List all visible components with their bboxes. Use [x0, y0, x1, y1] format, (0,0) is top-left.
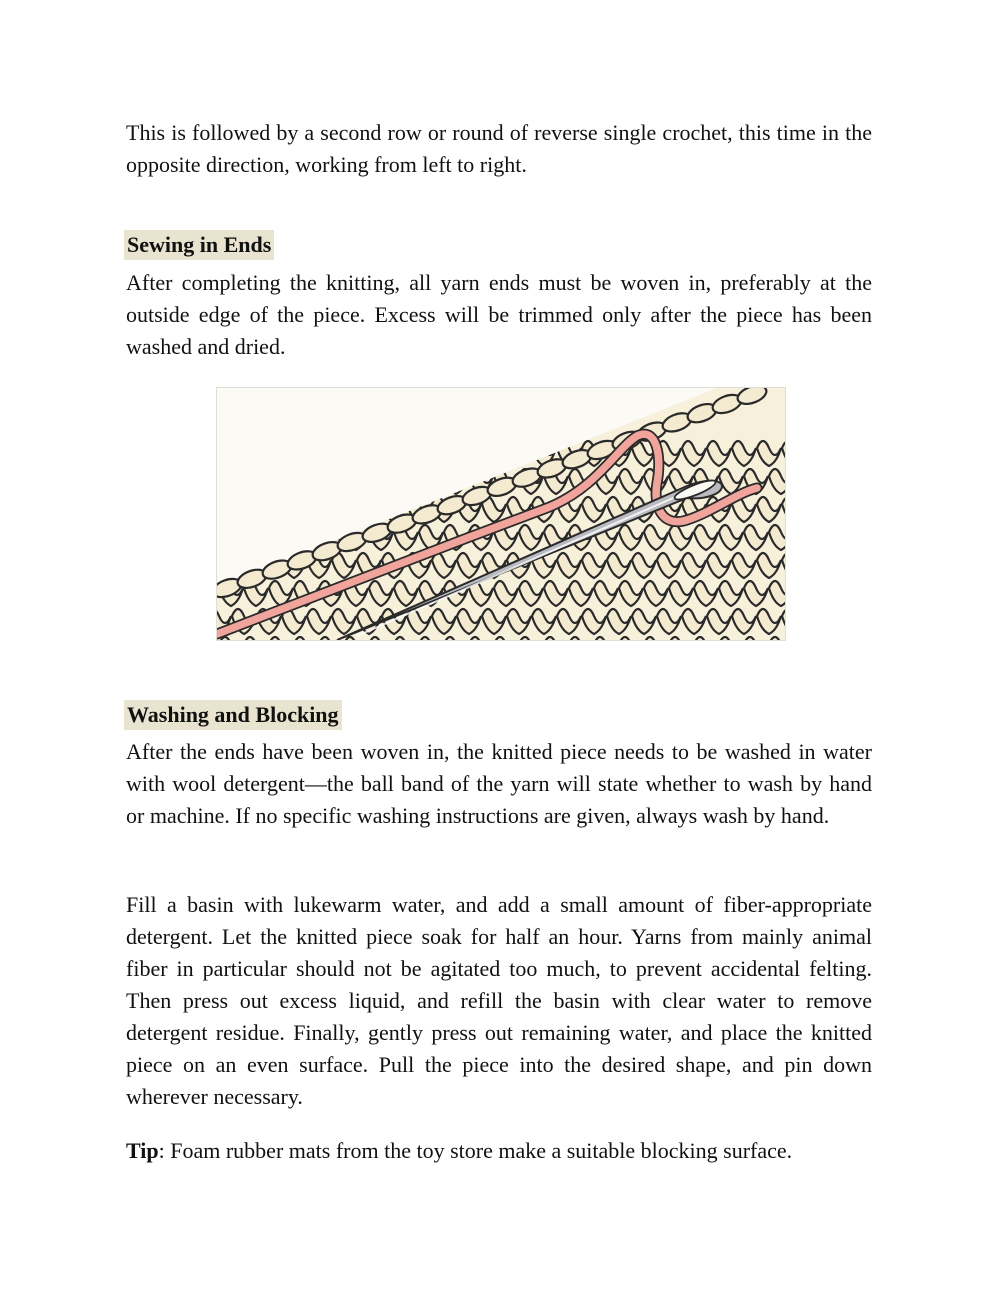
washing-paragraph-1: After the ends have been woven in, the knitted piece needs to be washed in water with wool detergent—the ball band of the yarn will state whether to wash by hand or machine. If no specific washing instructions are given, always wash by hand.	[126, 739, 872, 828]
sewing-heading: Sewing in Ends	[124, 230, 274, 260]
tip-paragraph	[126, 1135, 872, 1167]
intro-paragraph: This is followed by a second row or round of reverse single crochet, this time in the opposite direction, working from left to right.	[126, 120, 872, 177]
tip-text: : Foam rubber mats from the toy store make a suitable blocking surface.	[158, 1138, 793, 1163]
sewing-paragraph: After completing the knitting, all yarn ends must be woven in, preferably at the outside edge of the piece. Excess will be trimmed only after the piece has been washed and dried.	[126, 270, 872, 359]
washing-heading: Washing and Blocking	[124, 700, 342, 730]
needle-weaving-yarn-illustration	[216, 387, 786, 641]
washing-paragraph-2: Fill a basin with lukewarm water, and add a small amount of fiber-appropriate detergent. Let the knitted piece soak for half an hour. Yarns from mainly animal fiber in particular should not be agitated too much, to prevent accidental felting. Then press out excess liquid, and refill the basin with clear water to remove detergent residue. Finally, gently press out remaining water, and place the knitted piece on an even surface. Pull the piece into the desired shape, and pin down wherever necessary.	[126, 892, 872, 1109]
tip-label: Tip	[126, 1138, 159, 1163]
knitting-illustration-svg	[217, 388, 785, 640]
